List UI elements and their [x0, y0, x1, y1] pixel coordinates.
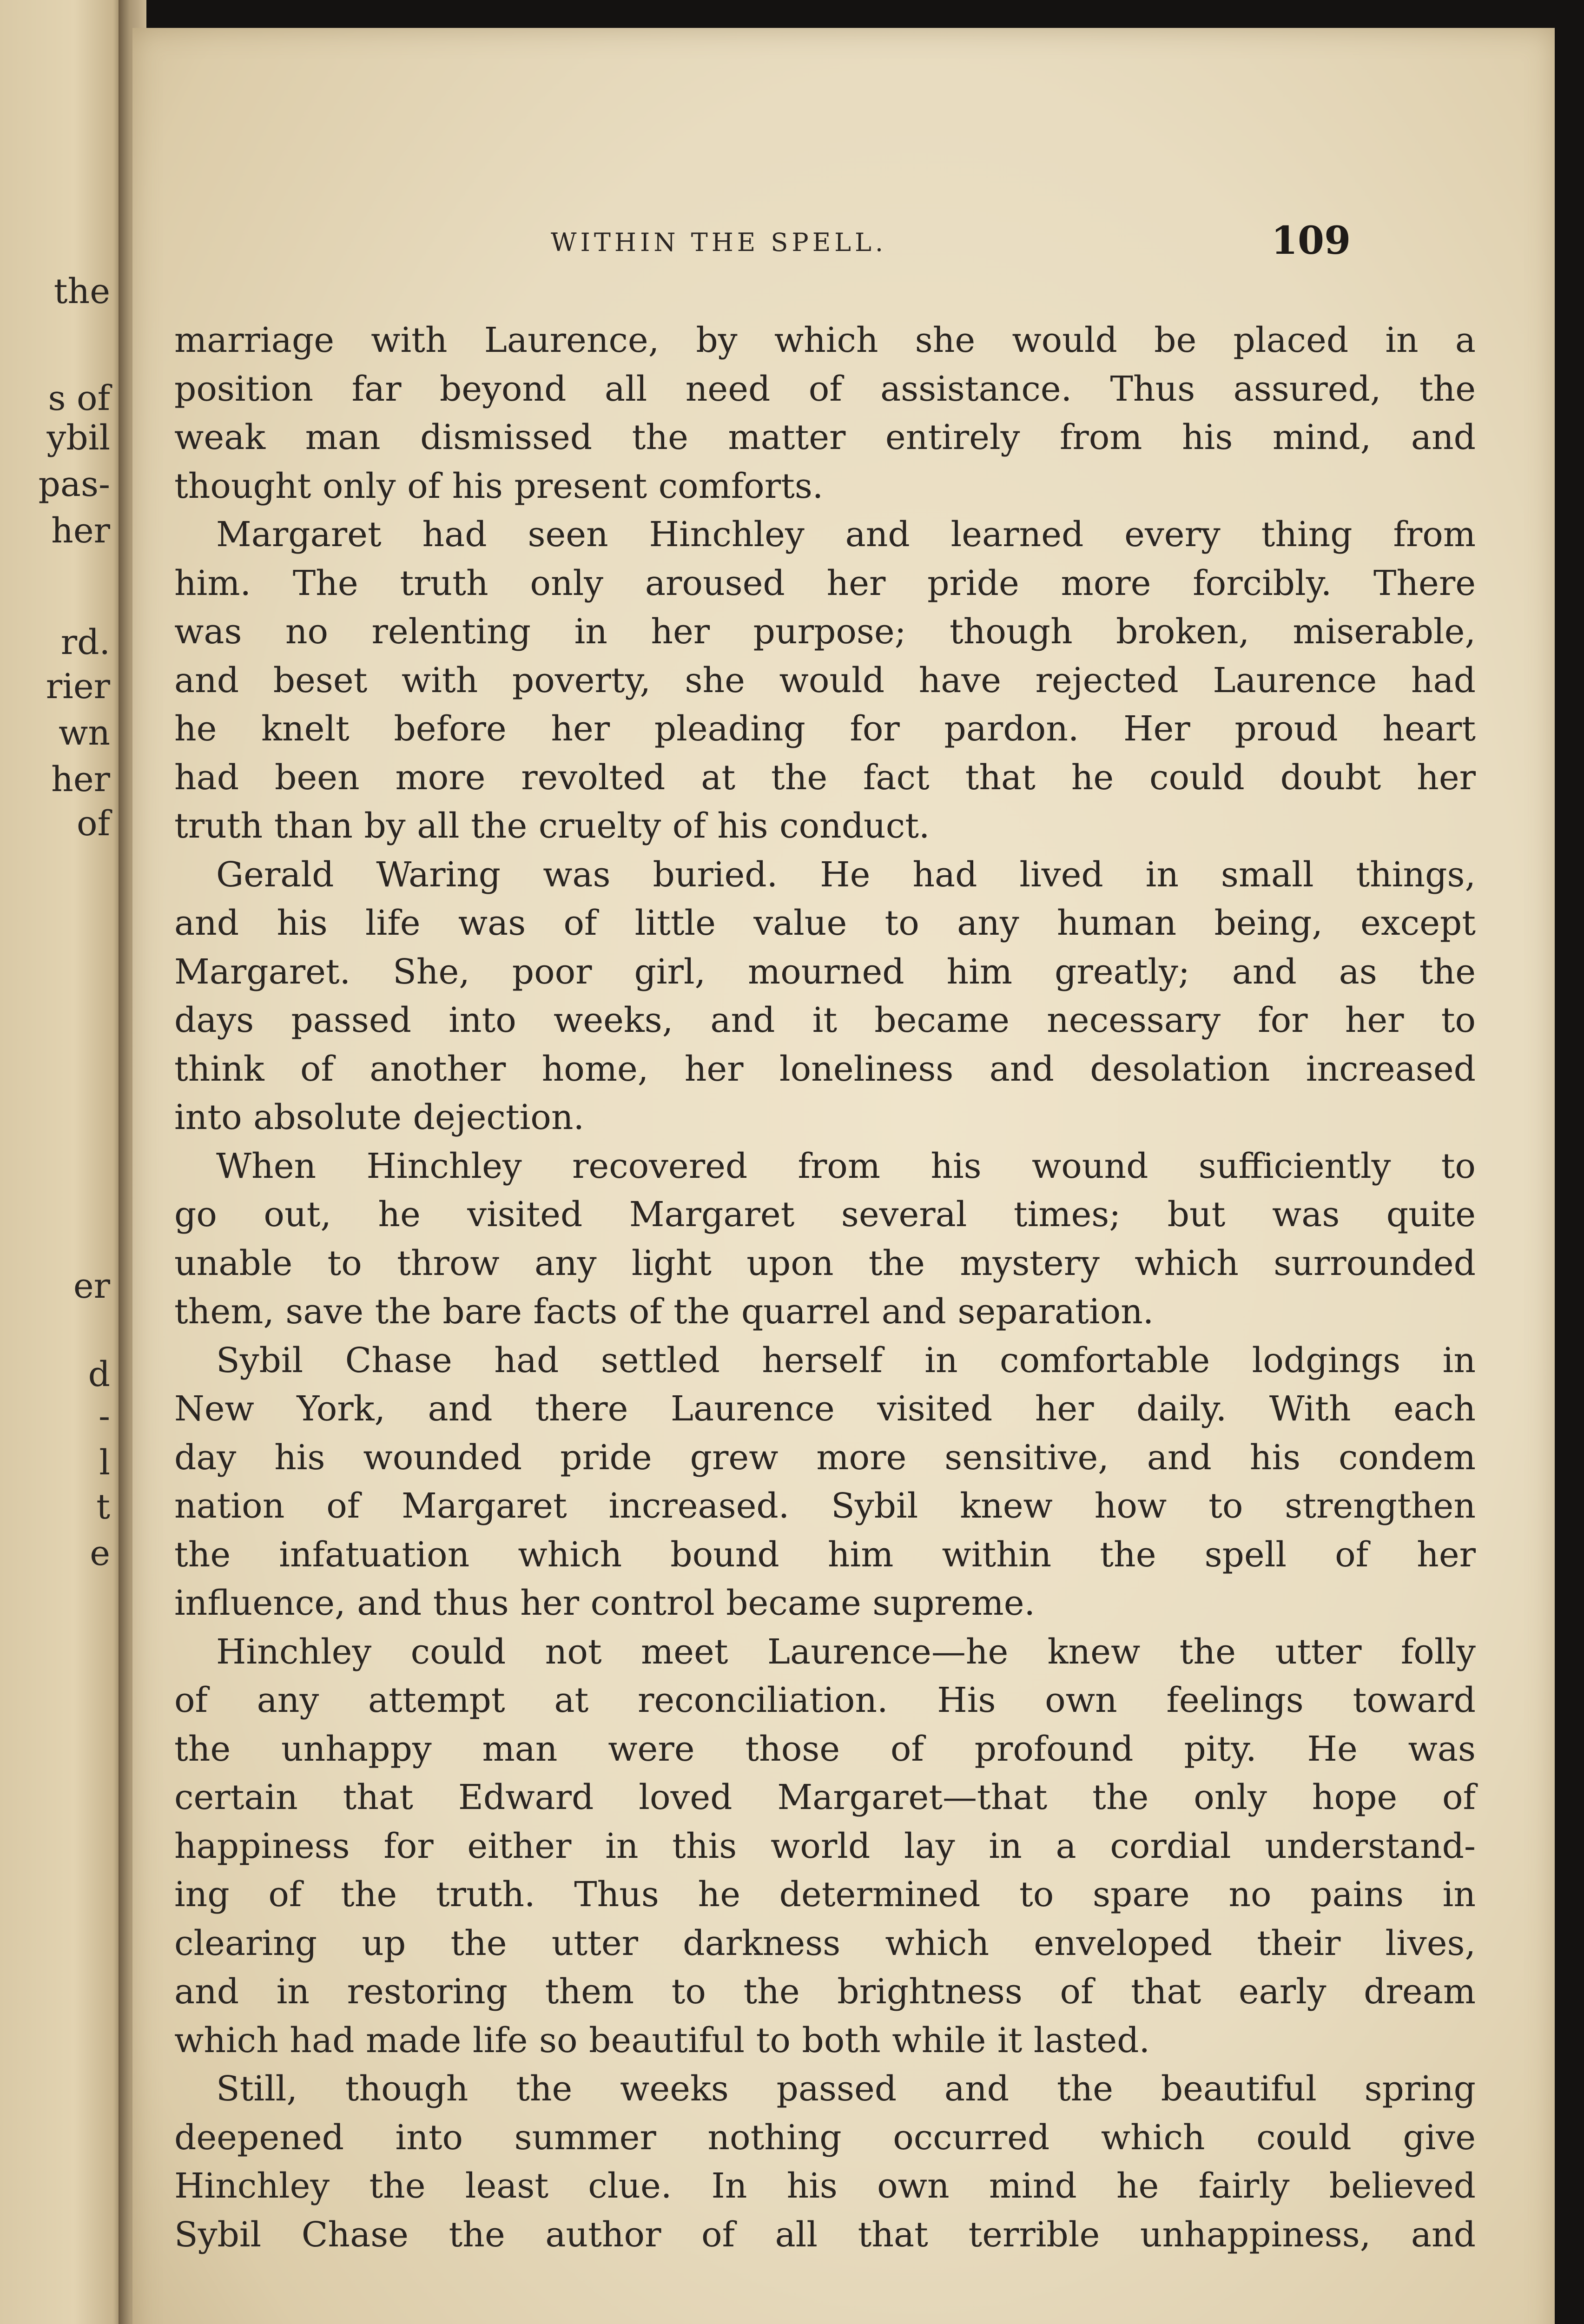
left-page-text-fragment: l — [99, 1443, 110, 1483]
text-line: When Hinchley recovered from his wound sufficiently to — [216, 1146, 1476, 1186]
text-line: Sybil Chase had settled herself in comfortable lodgings in — [216, 1340, 1476, 1380]
text-line: had been more revolted at the fact that he could doubt her — [174, 757, 1476, 798]
page-number: 109 — [1271, 218, 1351, 263]
left-page-text-fragment: s of — [48, 378, 110, 418]
text-line: was no relenting in her purpose; though broken, miserable, — [174, 612, 1476, 652]
text-line: thought only of his present comforts. — [174, 466, 824, 506]
text-line: Still, though the weeks passed and the beautiful spring — [216, 2069, 1476, 2109]
text-line: ing of the truth. Thus he determined to spare no pains in — [174, 1875, 1476, 1915]
text-line: influence, and thus her control became supreme. — [174, 1583, 1036, 1623]
text-line: think of another home, her loneliness and desolation increased — [174, 1049, 1476, 1089]
text-line: him. The truth only aroused her pride more forcibly. There — [174, 563, 1476, 603]
text-line: marriage with Laurence, by which she would be placed in a — [174, 320, 1476, 360]
left-page-text-fragment: t — [96, 1487, 110, 1527]
text-line: Gerald Waring was buried. He had lived in small things, — [216, 854, 1476, 895]
left-page-text-fragment: her — [51, 759, 110, 799]
text-line: nation of Margaret increased. Sybil knew how to strengthen — [174, 1486, 1476, 1526]
left-facing-page-fragment — [0, 0, 123, 2324]
text-line: which had made life so beautiful to both while it lasted. — [174, 2020, 1150, 2060]
running-head: WITHIN THE SPELL. — [551, 228, 887, 257]
text-line: Hinchley could not meet Laurence—he knew the utter folly — [216, 1631, 1476, 1672]
text-line: of any attempt at reconciliation. His own feelings toward — [174, 1680, 1476, 1720]
text-line: deepened into summer nothing occurred which could give — [174, 2117, 1476, 2158]
text-line: the unhappy man were those of profound pity. He was — [174, 1729, 1476, 1769]
left-page-text-fragment: d — [88, 1354, 110, 1394]
text-line: position far beyond all need of assistance. Thus assured, the — [174, 369, 1476, 409]
text-line: certain that Edward loved Margaret—that the only hope of — [174, 1777, 1476, 1817]
left-page-text-fragment: ybil — [46, 418, 110, 458]
text-line: New York, and there Laurence visited her daily. With each — [174, 1389, 1476, 1429]
left-page-text-fragment: the — [53, 271, 110, 311]
text-line: clearing up the utter darkness which enveloped their lives, — [174, 1923, 1476, 1963]
left-page-text-fragment: rd. — [60, 622, 110, 662]
text-line: weak man dismissed the matter entirely from his mind, and — [174, 417, 1476, 457]
body-text — [174, 316, 1476, 2259]
book-page — [132, 28, 1555, 2324]
text-line: go out, he visited Margaret several times; but was quite — [174, 1195, 1476, 1235]
left-page-text-fragment: her — [51, 511, 110, 551]
text-line: day his wounded pride grew more sensitive, and his condem — [174, 1437, 1476, 1478]
text-line: unable to throw any light upon the mystery which surrounded — [174, 1243, 1476, 1283]
text-line: Margaret had seen Hinchley and learned every thing from — [216, 515, 1476, 555]
text-line: happiness for either in this world lay in a cordial understand- — [174, 1826, 1476, 1866]
left-page-text-fragment: er — [73, 1266, 110, 1306]
left-page-text-fragment: e — [90, 1533, 110, 1573]
left-page-text-fragment: pas- — [38, 464, 110, 504]
text-line: into absolute dejection. — [174, 1097, 585, 1137]
text-line: and his life was of little value to any human being, except — [174, 903, 1476, 943]
text-line: and in restoring them to the brightness of that early dream — [174, 1972, 1476, 2012]
text-line: truth than by all the cruelty of his conduct. — [174, 806, 930, 846]
text-line: and beset with poverty, she would have rejected Laurence had — [174, 660, 1476, 700]
left-page-text-fragment: of — [77, 804, 110, 844]
text-line: the infatuation which bound him within the spell of her — [174, 1534, 1476, 1575]
left-page-text-fragment: wn — [59, 713, 110, 753]
page-header — [132, 209, 1555, 274]
text-line: Hinchley the least clue. In his own mind he fairly believed — [174, 2166, 1476, 2206]
text-line: Sybil Chase the author of all that terrible unhappiness, and — [174, 2214, 1476, 2255]
text-line: Margaret. She, poor girl, mourned him greatly; and as the — [174, 951, 1476, 992]
left-page-text-fragment: rier — [46, 667, 110, 706]
text-line: days passed into weeks, and it became necessary for her to — [174, 1000, 1476, 1040]
text-line: he knelt before her pleading for pardon. Her proud heart — [174, 709, 1476, 749]
left-page-text-fragment: - — [98, 1396, 110, 1436]
text-line: them, save the bare facts of the quarrel and separation. — [174, 1292, 1154, 1332]
